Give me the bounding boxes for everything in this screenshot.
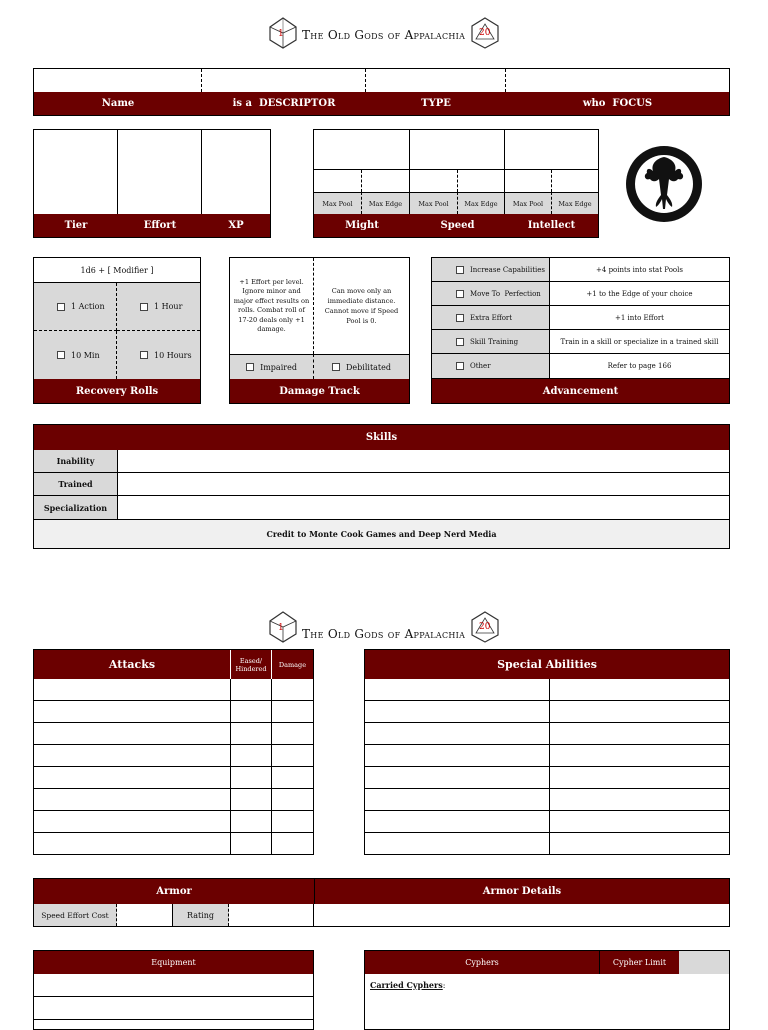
attack-eased-field[interactable] bbox=[230, 767, 271, 789]
might-max-edge-label: Max Edge bbox=[362, 192, 409, 214]
advancement-label: Advancement bbox=[432, 379, 729, 403]
descriptor-field[interactable] bbox=[202, 69, 366, 92]
recovery-option-label: 10 Hours bbox=[154, 350, 192, 360]
impaired-description: +1 Effort per level. Ignore minor and major effect results on rolls. Combat roll of 17-20 deals only +1 damage. bbox=[230, 258, 314, 354]
checkbox-icon[interactable] bbox=[456, 362, 464, 370]
damage-track-label: Damage Track bbox=[230, 379, 409, 403]
carried-cyphers-colon: : bbox=[442, 981, 446, 990]
impaired-checkbox[interactable] bbox=[230, 354, 314, 379]
equipment-block bbox=[33, 950, 314, 1030]
header-bottom bbox=[266, 611, 502, 645]
advancement-option-description: +1 into Effort bbox=[550, 306, 729, 330]
checkbox-icon[interactable] bbox=[456, 266, 464, 274]
attack-name-field[interactable] bbox=[34, 679, 230, 701]
attack-name-field[interactable] bbox=[34, 811, 230, 833]
recovery-option-10-min[interactable] bbox=[34, 331, 117, 379]
intellect-column bbox=[505, 130, 598, 214]
recovery-option-1-action[interactable] bbox=[34, 283, 117, 331]
debilitated-label: Debilitated bbox=[346, 362, 391, 372]
attack-eased-field[interactable] bbox=[230, 701, 271, 723]
armor-rating-field[interactable] bbox=[229, 904, 314, 926]
attack-eased-field[interactable] bbox=[230, 723, 271, 745]
eased-hindered-header: Eased/ Hindered bbox=[230, 650, 271, 679]
skills-title: Skills bbox=[34, 425, 729, 450]
header-top bbox=[266, 17, 502, 51]
attacks-title: Attacks bbox=[34, 650, 230, 679]
checkbox-icon[interactable] bbox=[140, 303, 148, 311]
special-ability-name-field[interactable] bbox=[365, 679, 549, 701]
special-ability-name-field[interactable] bbox=[365, 745, 549, 767]
attack-name-field[interactable] bbox=[34, 701, 230, 723]
attack-eased-field[interactable] bbox=[230, 679, 271, 701]
attack-damage-field[interactable] bbox=[271, 679, 313, 701]
attack-eased-field[interactable] bbox=[230, 789, 271, 811]
checkbox-icon[interactable] bbox=[456, 338, 464, 346]
special-ability-name-field[interactable] bbox=[365, 833, 549, 855]
attack-damage-field[interactable] bbox=[271, 833, 313, 855]
attack-damage-field[interactable] bbox=[271, 723, 313, 745]
speed-label: Speed bbox=[440, 220, 475, 231]
progress-block bbox=[33, 129, 271, 238]
intellect-pool-field[interactable] bbox=[505, 170, 552, 192]
tier-field[interactable] bbox=[34, 130, 118, 214]
attack-damage-field[interactable] bbox=[271, 789, 313, 811]
checkbox-icon[interactable] bbox=[456, 314, 464, 322]
damage-header: Damage bbox=[271, 650, 313, 679]
might-column bbox=[314, 130, 410, 214]
identity-label-bar bbox=[34, 92, 729, 115]
advancement-option-description: +4 points into stat Pools bbox=[550, 258, 729, 282]
might-pool-field[interactable] bbox=[314, 170, 362, 192]
stats-block bbox=[313, 129, 599, 238]
speed-pool-field[interactable] bbox=[410, 170, 458, 192]
recovery-block bbox=[33, 257, 201, 404]
attack-name-field[interactable] bbox=[34, 789, 230, 811]
die-right-number: 20 bbox=[479, 28, 491, 38]
cypher-limit-label: Cypher Limit bbox=[599, 951, 679, 974]
debilitated-checkbox[interactable] bbox=[314, 354, 409, 379]
intellect-edge-field[interactable] bbox=[552, 170, 598, 192]
credit-line: Credit to Monte Cook Games and Deep Nerd Media bbox=[34, 520, 729, 548]
recovery-option-10-hours[interactable] bbox=[117, 331, 200, 379]
cyphers-title: Cyphers bbox=[365, 951, 599, 974]
advancement-option[interactable] bbox=[432, 354, 550, 379]
advancement-option[interactable] bbox=[432, 258, 550, 282]
impaired-label: Impaired bbox=[260, 362, 297, 372]
checkbox-icon[interactable] bbox=[456, 290, 464, 298]
advancement-block bbox=[431, 257, 730, 404]
tree-roots-logo-icon bbox=[625, 145, 703, 223]
attack-damage-field[interactable] bbox=[271, 701, 313, 723]
type-label: TYPE bbox=[421, 98, 451, 109]
special-ability-detail-field[interactable] bbox=[549, 789, 729, 811]
attack-damage-field[interactable] bbox=[271, 745, 313, 767]
armor-title: Armor bbox=[34, 879, 314, 904]
tier-label: Tier bbox=[64, 220, 88, 231]
special-ability-name-field[interactable] bbox=[365, 723, 549, 745]
attack-name-field[interactable] bbox=[34, 723, 230, 745]
recovery-option-1-hour[interactable] bbox=[117, 283, 200, 331]
advancement-option-label: Move To Perfection bbox=[470, 289, 541, 298]
progress-label-bar bbox=[34, 214, 270, 237]
special-abilities-title: Special Abilities bbox=[365, 650, 729, 679]
recovery-option-label: 1 Hour bbox=[154, 302, 183, 311]
skills-block bbox=[33, 424, 730, 549]
skill-row-label: Specialization bbox=[34, 496, 118, 520]
debilitated-description: Can move only an immediate distance. Cannot move if Speed Pool is 0. bbox=[324, 287, 399, 325]
effort-field[interactable] bbox=[118, 130, 202, 214]
advancement-option-description: +1 to the Edge of your choice bbox=[550, 282, 729, 306]
damage-block bbox=[229, 257, 410, 404]
advancement-option-label: Skill Training bbox=[470, 337, 519, 346]
descriptor-label: is a DESCRIPTOR bbox=[232, 98, 336, 109]
intellect-max-edge-label: Max Edge bbox=[552, 192, 598, 214]
special-ability-name-field[interactable] bbox=[365, 789, 549, 811]
attack-eased-field[interactable] bbox=[230, 833, 271, 855]
special-ability-name-field[interactable] bbox=[365, 767, 549, 789]
special-ability-detail-field[interactable] bbox=[549, 723, 729, 745]
special-ability-detail-field[interactable] bbox=[549, 811, 729, 833]
intellect-label: Intellect bbox=[527, 220, 576, 231]
attack-name-field[interactable] bbox=[34, 767, 230, 789]
attack-eased-field[interactable] bbox=[230, 811, 271, 833]
advancement-option-label: Extra Effort bbox=[470, 313, 513, 322]
name-label: Name bbox=[101, 98, 135, 109]
advancement-option[interactable] bbox=[432, 282, 550, 306]
speed-edge-field[interactable] bbox=[458, 170, 504, 192]
xp-label: XP bbox=[228, 220, 244, 231]
might-max-pool-label: Max Pool bbox=[314, 192, 362, 214]
armor-rating-label: Rating bbox=[173, 904, 229, 926]
skill-row-label: Inability bbox=[34, 450, 118, 473]
attack-eased-field[interactable] bbox=[230, 745, 271, 767]
speed-value-field[interactable] bbox=[410, 130, 504, 170]
carried-cyphers-text: Carried Cyphers bbox=[370, 980, 443, 990]
recovery-label: Recovery Rolls bbox=[34, 379, 200, 403]
attack-name-field[interactable] bbox=[34, 745, 230, 767]
effort-label: Effort bbox=[143, 220, 177, 231]
advancement-option[interactable] bbox=[432, 306, 550, 330]
intellect-value-field[interactable] bbox=[505, 130, 598, 170]
intellect-max-pool-label: Max Pool bbox=[505, 192, 552, 214]
die-left-number: 1 bbox=[278, 29, 284, 39]
checkbox-icon[interactable] bbox=[140, 351, 148, 359]
recovery-option-label: 1 Action bbox=[71, 302, 105, 311]
inability-field[interactable] bbox=[118, 450, 729, 473]
might-edge-field[interactable] bbox=[362, 170, 409, 192]
equipment-row[interactable] bbox=[34, 974, 313, 997]
special-ability-detail-field[interactable] bbox=[549, 745, 729, 767]
xp-field[interactable] bbox=[202, 130, 270, 214]
trained-field[interactable] bbox=[118, 473, 729, 496]
page-title: The Old Gods of Appalachia bbox=[302, 28, 466, 42]
stats-label-bar bbox=[314, 214, 598, 237]
specialization-field[interactable] bbox=[118, 496, 729, 520]
special-abilities-block bbox=[364, 649, 730, 855]
might-value-field[interactable] bbox=[314, 130, 409, 170]
focus-field[interactable] bbox=[506, 69, 729, 92]
special-ability-name-field[interactable] bbox=[365, 811, 549, 833]
armor-block bbox=[33, 878, 730, 927]
recovery-options-grid bbox=[34, 283, 200, 379]
focus-label: who FOCUS bbox=[582, 98, 653, 109]
die-left-number: 1 bbox=[278, 623, 284, 633]
special-ability-name-field[interactable] bbox=[365, 701, 549, 723]
recovery-formula: 1d6 + [ Modifier ] bbox=[34, 258, 200, 283]
advancement-option-description: Train in a skill or specialize in a trained skill bbox=[550, 330, 729, 354]
checkbox-icon[interactable] bbox=[246, 363, 254, 371]
type-field[interactable] bbox=[366, 69, 506, 92]
checkbox-icon[interactable] bbox=[332, 363, 340, 371]
cypher-limit-field[interactable] bbox=[679, 951, 729, 974]
cyphers-block bbox=[364, 950, 730, 1030]
die-right-number: 20 bbox=[479, 622, 491, 632]
advancement-option[interactable] bbox=[432, 330, 550, 354]
special-ability-detail-field[interactable] bbox=[549, 767, 729, 789]
armor-details-title: Armor Details bbox=[314, 879, 729, 904]
special-ability-detail-field[interactable] bbox=[549, 833, 729, 855]
advancement-option-description: Refer to page 166 bbox=[550, 354, 729, 379]
speed-column bbox=[410, 130, 505, 214]
speed-max-edge-label: Max Edge bbox=[458, 192, 504, 214]
advancement-option-label: Other bbox=[470, 362, 491, 370]
speed-max-pool-label: Max Pool bbox=[410, 192, 458, 214]
equipment-row[interactable] bbox=[34, 997, 313, 1020]
speed-effort-cost-field[interactable] bbox=[117, 904, 173, 926]
speed-effort-cost-label: Speed Effort Cost bbox=[34, 904, 117, 926]
armor-details-field[interactable] bbox=[314, 904, 729, 926]
checkbox-icon[interactable] bbox=[57, 351, 65, 359]
identity-block bbox=[33, 68, 730, 116]
advancement-option-label: Increase Capabilities bbox=[470, 265, 545, 274]
page-title: The Old Gods of Appalachia bbox=[302, 627, 466, 641]
equipment-title: Equipment bbox=[34, 951, 313, 974]
attack-damage-field[interactable] bbox=[271, 811, 313, 833]
name-field[interactable] bbox=[34, 69, 202, 92]
skill-row-label: Trained bbox=[34, 473, 118, 496]
carried-cyphers-label bbox=[370, 980, 445, 990]
special-ability-detail-field[interactable] bbox=[549, 679, 729, 701]
might-label: Might bbox=[345, 220, 379, 231]
attacks-block bbox=[33, 649, 314, 855]
attack-name-field[interactable] bbox=[34, 833, 230, 855]
checkbox-icon[interactable] bbox=[57, 303, 65, 311]
attack-damage-field[interactable] bbox=[271, 767, 313, 789]
recovery-option-label: 10 Min bbox=[71, 350, 100, 360]
special-ability-detail-field[interactable] bbox=[549, 701, 729, 723]
